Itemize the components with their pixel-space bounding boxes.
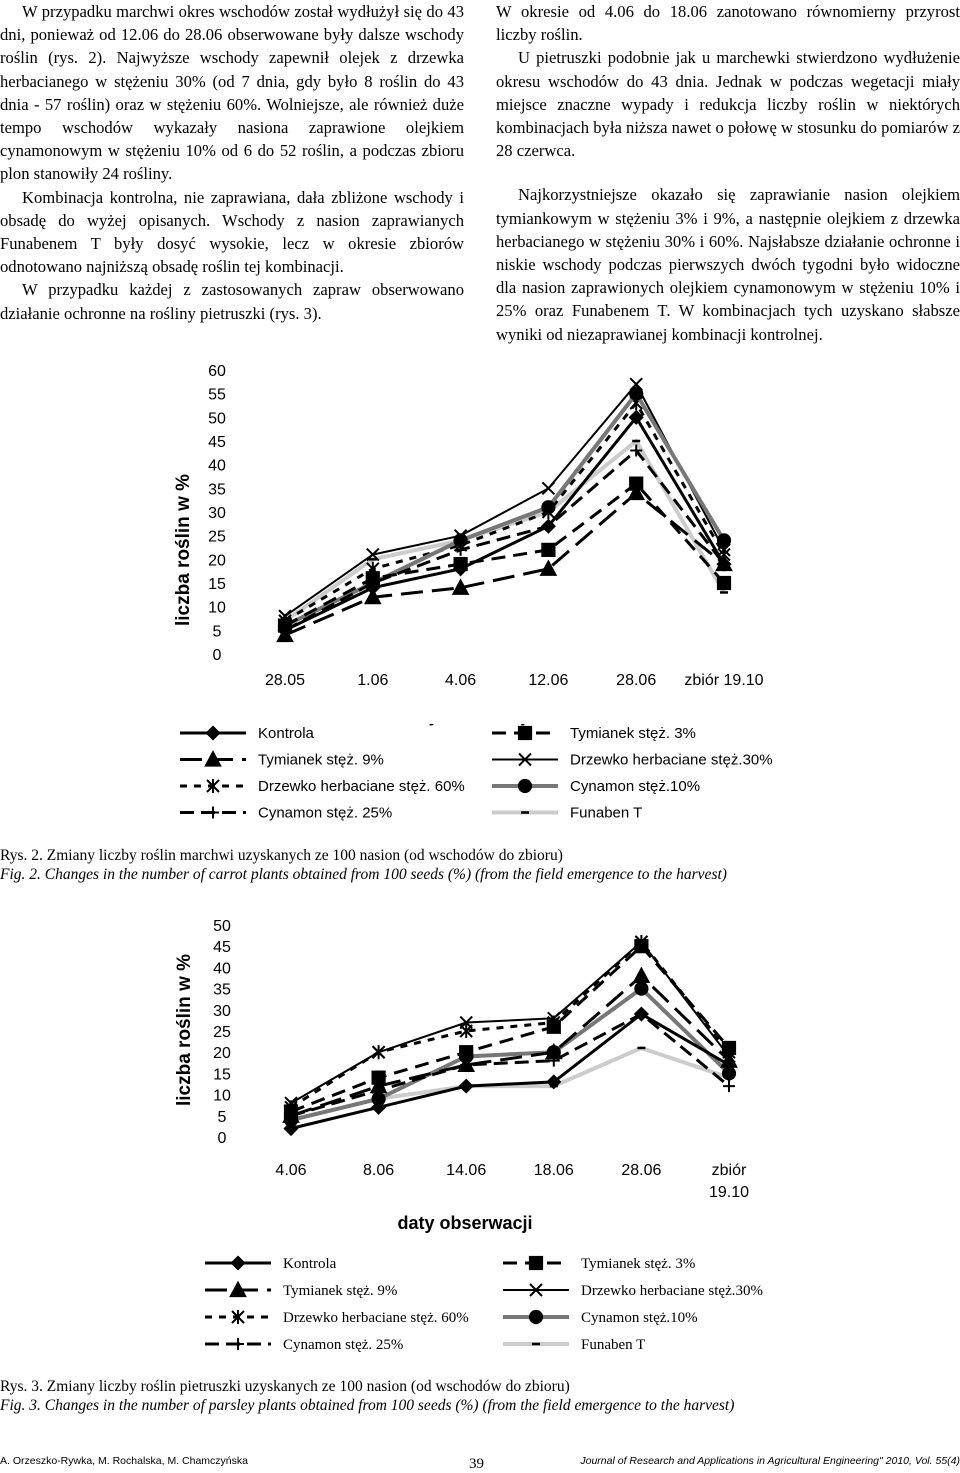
legend-marker [519,780,531,792]
y-tick-label: 25 [213,1024,231,1041]
x-tick-label: zbiór [711,1162,747,1179]
x-tick-label: zbiór 19.10 [684,672,764,689]
y-tick-label: 50 [213,918,231,935]
y-tick-label: 20 [213,1045,231,1063]
y-tick-label: 45 [213,939,231,957]
y-tick-label: 10 [213,1087,231,1105]
series-line [291,942,729,1103]
x-tick-label: 8.06 [363,1162,395,1179]
right-text-column [496,0,960,346]
legend-label: Funaben T [570,804,643,822]
x-tick-label: 19.10 [708,1184,750,1201]
y-tick-label: 15 [213,1066,231,1084]
y-tick-label: 30 [208,505,226,522]
x-tick-label: 28.06 [616,672,657,689]
figure-3-caption-pl: Rys. 3. Zmiany liczby roślin pietruszki uzyskanych ze 100 nasion (od wschodów do zbioru) [0,1378,570,1395]
x-tick-label: 12.06 [528,672,569,689]
y-tick-label: 50 [208,410,226,428]
y-axis-label: liczba roślin w % [173,473,194,627]
data-point [542,544,554,556]
y-tick-label: 55 [208,386,226,404]
x-tick-label: 28.05 [264,672,306,689]
y-tick-label: 0 [217,1130,227,1147]
x-tick-label: 4.06 [445,672,477,689]
figure-2-caption-pl: Rys. 2. Zmiany liczby roślin marchwi uzyskanych ze 100 nasion (od wschodów do zbioru) [0,847,563,864]
x-tick-label: 1.06 [357,672,389,689]
legend-marker [207,727,219,739]
left-paragraph-3: W przypadku każdej z zastosowanych zapraw obserwowano działanie ochronne na rośliny pietruszki (rys. 3). [0,280,464,323]
figure-3-parsley-chart [0,905,960,1365]
left-paragraph-2: Kombinacja kontrolna, nie zaprawiana, dała zbliżone wschody i obsadę do wyżej opisanych. Wschody z nasion zaprawianych Funabenem T były dosyć wysokie, lecz w okresie zbiorów odnotowano najniższą obsadę roślin tej kombinacji. [0,187,464,277]
data-point [548,1021,560,1033]
legend-label: Tymianek stęż. 9% [258,751,384,769]
y-tick-label: 30 [213,1002,231,1020]
x-tick-label: 18.06 [533,1162,574,1179]
data-point [542,482,554,494]
y-axis-label: liczba roślin w % [174,953,195,1107]
y-tick-label: 35 [208,481,226,499]
series-line [285,484,724,626]
y-tick-label: 5 [212,623,222,641]
x-tick-label: 14.06 [446,1162,487,1179]
legend-label: Kontrola [258,725,314,742]
legend-marker [519,727,531,739]
legend-label: Drzewko herbaciane stęż.30% [581,1283,763,1299]
y-tick-label: 35 [213,981,231,999]
data-point [630,388,642,400]
x-tick-label: 28.06 [621,1162,662,1179]
y-tick-label: 60 [208,363,226,380]
legend-label: Tymianek stęż. 3% [581,1256,696,1272]
y-axis-title [173,474,194,626]
y-tick-label: 15 [208,576,226,593]
data-point [718,534,730,546]
legend [180,725,773,822]
legend-marker [207,807,219,819]
y-tick-label: 45 [208,434,226,451]
legend-label: Cynamon stęż. 25% [283,1337,404,1353]
right-paragraph-3: Najkorzystniejsze okazało się zaprawianie nasion olejkiem tymiankowym w stężeniu 3% i 9%, a następnie olejkiem z drzewka herbacianego w stężeniu 30% i 60%. Najsłabsze działanie ochronne i niskie wschody podczas pierwszych dwóch tygodni było widoczne dla nasion zaprawionych olejkiem cynamonowym w stężeniu 10% i 25% oraz Funabenem T. W kombinacjach tych uzyskano słabsze wyniki od niezaprawianej kombinacji kontrolnej. [496,185,960,344]
legend-label: Tymianek stęż. 3% [570,725,696,742]
legend-label: Funaben T [581,1337,646,1353]
y-tick-label: 20 [208,552,226,570]
y-tick-label: 25 [208,528,226,546]
right-paragraph-2: U pietruszki podobnie jak u marchewki stwierdzono wydłużenie okresu wschodów do 43 dnia. Jednak w podczas wegetacji miały miejsce znaczne wypady i redukcja liczby roślin w niektórych kombinacjach była niższa nawet o połowę w stosunku do pomiarów z 28 czerwca. [496,48,960,161]
y-tick-label: 5 [217,1108,227,1126]
y-tick-label: 0 [212,647,222,664]
data-point [635,983,647,995]
data-point [634,969,648,982]
legend-marker [232,1257,244,1269]
x-tick-label: 4.06 [275,1162,307,1179]
legend [205,1256,763,1353]
figure-2-caption-en: Fig. 2. Changes in the number of carrot plants obtained from 100 seeds (%) (from the field emergence to the harvest) [0,866,727,883]
data-point [460,1080,472,1092]
page-number: 39 [469,1456,484,1472]
legend-label: Kontrola [283,1256,337,1272]
figure-2-carrot-chart [0,360,960,830]
right-paragraph-1: W okresie od 4.06 do 18.06 zanotowano równomierny przyrost liczby roślin. [496,2,960,45]
footer-journal: Journal of Research and Applications in Agricultural Engineering" 2010, Vol. 55(4) [580,1455,960,1467]
legend-marker [530,1311,542,1323]
series-line [285,493,724,635]
y-axis-title [174,954,195,1106]
left-paragraph-1: W przypadku marchwi okres wschodów został wydłużył się do 43 dni, ponieważ od 12.06 do 28.06 obserwowane były dalsze wschody roślin (rys. 2). Najwyższe wschody zapewnił olejek z drzewka herbacianego w stężeniu 30% (od 7 dnia, gdy było 8 roślin do 43 dnia - 57 roślin) oraz w stężeniu 60%. Wolniejsze, ale również duże tempo wschodów wykazały nasiona zaprawione olejkiem cynamonowym w stężeniu 10% od 6 do 52 roślin, a podczas zbioru plon stanowiły 24 rośliny. [0,2,464,184]
left-text-column [0,0,464,325]
data-point [723,1080,735,1092]
legend-label: Cynamon stęż.10% [570,778,701,795]
footer-authors: A. Orzeszko-Rywka, M. Rochalska, M. Chamczyńska [0,1455,248,1467]
legend-label: Cynamon stęż. 25% [258,804,393,822]
data-point [542,501,554,513]
legend-label: Drzewko herbaciane stęż.30% [570,751,773,769]
legend-label: Drzewko herbaciane stęż. 60% [258,778,465,795]
series-line [291,976,729,1116]
data-point [373,1045,385,1059]
legend-marker [232,1338,244,1350]
y-tick-label: 10 [208,599,226,617]
y-tick-label: 40 [213,960,231,978]
x-axis-label: daty obserwacji [397,1213,533,1233]
data-point [635,940,647,952]
figure-3-caption-en: Fig. 3. Changes in the number of parsley plants obtained from 100 seeds (%) (from the field emergence to the harvest) [0,1397,735,1414]
legend-label: Drzewko herbaciane stęż. 60% [283,1310,469,1326]
legend-label: Tymianek stęż. 9% [283,1283,398,1299]
series-line [291,1014,729,1128]
legend-label: Cynamon stęż.10% [581,1310,698,1326]
legend-marker [530,1257,542,1269]
y-tick-label: 40 [208,457,226,475]
data-point [718,577,730,589]
